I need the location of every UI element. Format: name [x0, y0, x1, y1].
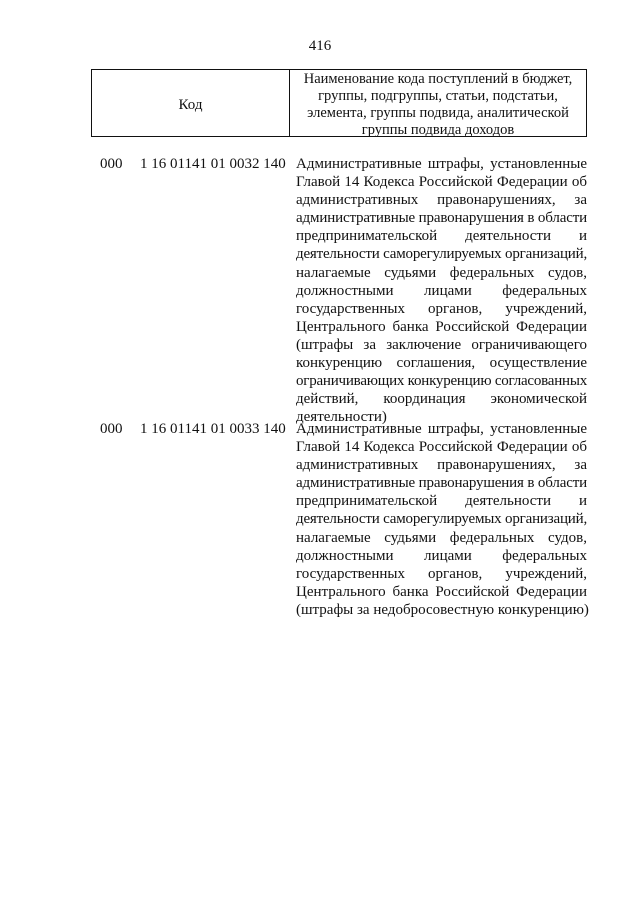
description-line: государственных органов, учреждений,: [296, 565, 587, 582]
description-line: (штрафы за заключение ограничивающего: [296, 336, 587, 353]
description-line: деятельности саморегулируемых организаций,: [296, 246, 587, 263]
description-line: Административные штрафы, установленные: [296, 156, 587, 172]
description-line: действий, координация экономической: [296, 391, 587, 408]
header-name-column: [290, 70, 586, 136]
income-description: [296, 155, 587, 426]
description-line: налагаемые судьями федеральных судов,: [296, 264, 587, 281]
description-line: деятельности саморегулируемых организаций,: [296, 511, 587, 528]
income-code: 1 16 01141 01 0033 140: [140, 421, 286, 437]
header-name-line: элемента, группы подвида, аналитической: [307, 105, 569, 121]
description-line: Административные штрафы, установленные: [296, 421, 587, 437]
description-line: Центрального банка Российской Федерации: [296, 318, 587, 335]
description-line: административных правонарушениях, за: [296, 192, 587, 209]
description-line: должностными лицами федеральных: [296, 547, 587, 564]
header-name-line: группы, подгруппы, статьи, подстатьи,: [318, 88, 558, 104]
description-line: должностными лицами федеральных: [296, 282, 587, 299]
table-header: [91, 69, 587, 137]
description-line: административных правонарушениях, за: [296, 457, 587, 474]
description-line: (штрафы за недобросовестную конкуренцию): [296, 601, 589, 618]
header-name-line: Наименование кода поступлений в бюджет,: [303, 71, 573, 87]
description-line: конкуренцию соглашения, осуществление: [296, 355, 587, 372]
description-line: ограничивающих конкуренцию согласованных: [296, 373, 587, 390]
description-line: административные правонарушения в области: [296, 210, 587, 227]
header-name-line: группы подвида доходов: [361, 122, 515, 136]
admin-code: 000: [100, 421, 123, 437]
description-line: Центрального банка Российской Федерации: [296, 583, 587, 600]
description-line: налагаемые судьями федеральных судов,: [296, 529, 587, 546]
description-line: предпринимательской деятельности и: [296, 493, 587, 510]
description-line: государственных органов, учреждений,: [296, 300, 587, 317]
income-code: 1 16 01141 01 0032 140: [140, 156, 286, 172]
description-line: предпринимательской деятельности и: [296, 228, 587, 245]
admin-code: 000: [100, 156, 123, 172]
page-number: 416: [308, 38, 332, 54]
description-line: деятельности): [296, 409, 387, 426]
description-line: административные правонарушения в области: [296, 475, 587, 492]
income-description: [296, 420, 587, 619]
description-line: Главой 14 Кодекса Российской Федерации об: [296, 439, 587, 456]
description-line: Главой 14 Кодекса Российской Федерации об: [296, 174, 587, 191]
header-code-column: Код: [92, 70, 290, 136]
